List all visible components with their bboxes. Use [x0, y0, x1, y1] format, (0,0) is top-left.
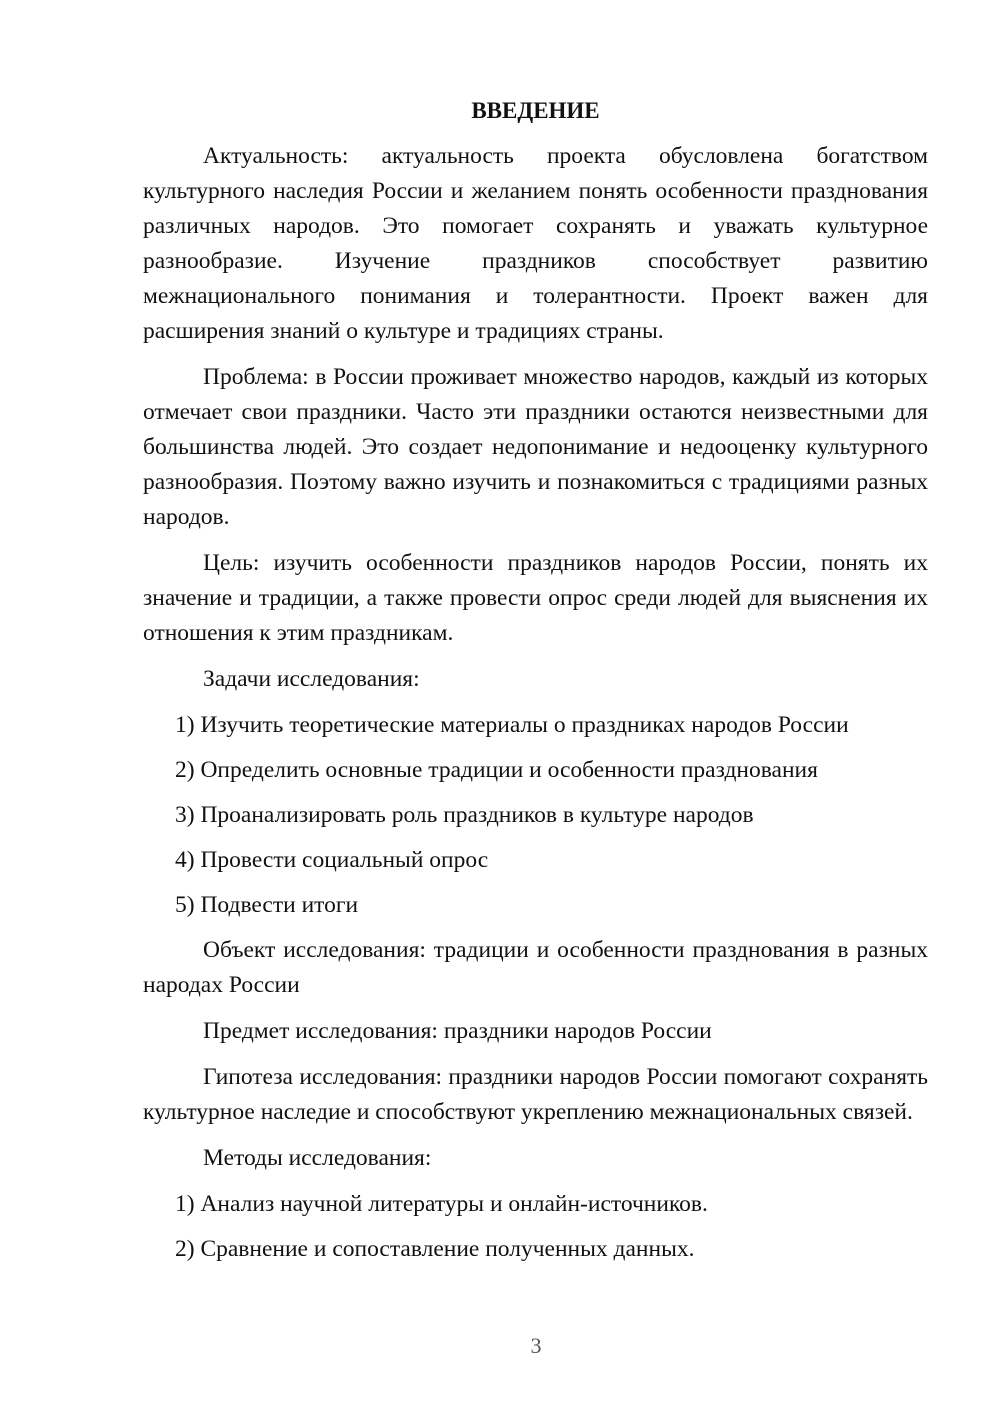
page-number: 3 [530, 1333, 542, 1358]
problem-paragraph: Проблема: в России проживает множество народов, каждый из которых отмечает свои праздники. Часто эти праздники остаются неизвестными для большинства людей. Это создает недопонимание и недооценку культурного разнообразия. Поэтому важно изучить и познакомиться с традициями разных народов. [143, 364, 928, 530]
task-item: 2) Определить основные традиции и особенности празднования [175, 757, 818, 783]
object-paragraph: Объект исследования: традиции и особенности празднования в разных народах России [143, 937, 928, 998]
task-item: 3) Проанализировать роль праздников в культуре народов [175, 802, 754, 828]
method-item: 2) Сравнение и сопоставление полученных данных. [175, 1236, 695, 1262]
tasks-heading: Задачи исследования: [203, 666, 420, 692]
hypothesis-paragraph: Гипотеза исследования: праздники народов России помогают сохранять культурное наследие и способствуют укреплению межнациональных связей. [143, 1064, 928, 1125]
methods-heading: Методы исследования: [203, 1145, 432, 1171]
goal-paragraph: Цель: изучить особенности праздников народов России, понять их значение и традиции, а также провести опрос среди людей для выяснения их отношения к этим праздникам. [143, 550, 928, 646]
task-item: 4) Провести социальный опрос [175, 847, 489, 873]
task-item: 1) Изучить теоретические материалы о праздниках народов России [175, 712, 849, 738]
page-content [143, 93, 928, 1277]
page-title: ВВЕДЕНИЕ [471, 98, 600, 123]
method-item: 1) Анализ научной литературы и онлайн-источников. [175, 1191, 708, 1217]
subject-paragraph: Предмет исследования: праздники народов России [203, 1018, 712, 1044]
task-item: 5) Подвести итоги [175, 892, 359, 918]
relevance-paragraph: Актуальность: актуальность проекта обусловлена богатством культурного наследия России и желанием понять особенности празднования различных народов. Это помогает сохранять и уважать культурное разнообразие. Изучение праздников способствует развитию межнационального понимания и толерантности. Проект важен для расширения знаний о культуре и традициях страны. [143, 143, 928, 344]
